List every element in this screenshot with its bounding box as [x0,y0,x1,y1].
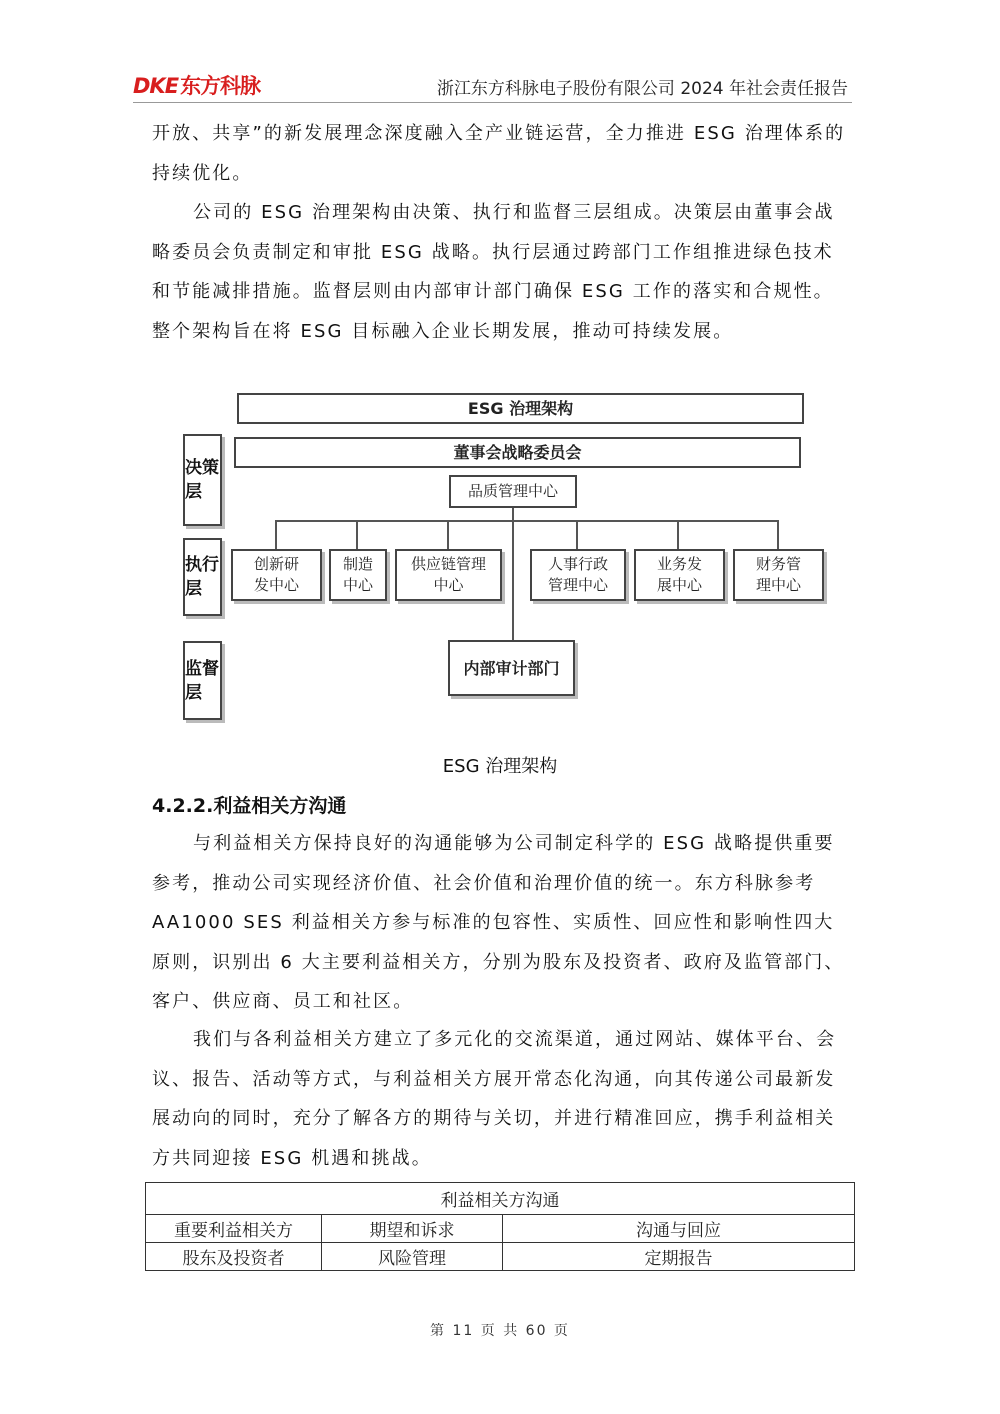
logo-chinese: 东方科脉 [180,74,261,98]
supervision-layer-label [183,641,222,720]
table-header-row [146,1215,855,1243]
trunk-connector [512,507,514,642]
intro-paragraph-1: 开放、共享”的新发展理念深度融入全产业链运营，全力推进 ESG 治理体系的持续优化。 [152,123,846,184]
layer-name: 执行层 [185,555,219,599]
stakeholder-paragraph-1: 与利益相关方保持良好的沟通能够为公司制定科学的 ESG 战略提供重要参考，推动公司实现经济价值、社会价值和治理价值的统一。东方科脉参考 AA1000 SES 利益相关方参与标准的包容性、实质性、回应性和影响性四大原则，识别出 6 大主要利益相关方，分别为股东及投资者、政府及监管部门、客户、供应商、员工和社区。 [152,833,845,1012]
branch-connector [447,520,449,550]
org-chart-title: ESG 治理架构 [237,393,804,424]
dept-manufacturing: 制造中心 [329,549,387,601]
table-cell: 定期报告 [503,1243,855,1271]
layer-name: 监督层 [185,658,219,703]
stakeholder-communication-table [145,1182,855,1271]
horizontal-connector [275,520,678,522]
table-title-row [146,1183,855,1215]
table-cell: 股东及投资者 [146,1243,322,1271]
company-logo [133,70,260,100]
dept-supply-chain: 供应链管理中心 [395,549,502,601]
table-cell: 风险管理 [322,1243,503,1271]
page-number: 第 11 页 共 60 页 [430,1323,570,1339]
report-title: 浙江东方科脉电子股份有限公司 2024 年社会责任报告 [436,79,848,99]
section-heading: 4.2.2.利益相关方沟通 [152,795,347,817]
horizontal-connector [678,520,778,522]
page-header [0,0,1000,115]
dept-hr-admin: 人事行政管理中心 [530,549,626,601]
table-row [146,1243,855,1271]
column-header: 重要利益相关方 [146,1215,322,1243]
branch-connector [356,520,358,550]
dept-business-development: 业务发展中心 [634,549,725,601]
logo-latin: DKE [133,74,179,98]
column-header: 期望和诉求 [322,1215,503,1243]
intro-paragraph-2: 公司的 ESG 治理架构由决策、执行和监督三层组成。决策层由董事会战略委员会负责制定和审批 ESG 战略。执行层通过跨部门工作组推进绿色技术和节能减排措施。监督层则由内部审计部门确保 ESG 工作的落实和合规性。整个架构旨在将 ESG 目标融入企业长期发展，推动可持续发展。 [152,202,835,342]
figure-caption: ESG 治理架构 [442,756,558,777]
dept-finance: 财务管理中心 [733,549,824,601]
board-strategy-committee: 董事会战略委员会 [234,437,801,468]
stakeholder-paragraph-2: 我们与各利益相关方建立了多元化的交流渠道，通过网站、媒体平台、会议、报告、活动等方式，与利益相关方展开常态化沟通，向其传递公司最新发展动向的同时，充分了解各方的期待与关切，并进行精准回应，携手利益相关方共同迎接 ESG 机遇和挑战。 [152,1029,837,1169]
header-divider [133,102,852,103]
internal-audit-department: 内部审计部门 [448,640,575,696]
layer-name: 决策层 [185,458,219,502]
column-header: 沟通与回应 [503,1215,855,1243]
dept-innovation-rd: 创新研发中心 [231,549,322,601]
branch-connector [275,520,277,550]
branch-connector [576,520,578,550]
table-title: 利益相关方沟通 [146,1183,855,1215]
branch-connector [677,520,679,550]
quality-management-center: 品质管理中心 [449,475,577,508]
branch-connector [777,520,779,550]
decision-layer-label [183,434,222,526]
execution-layer-label [183,538,222,616]
